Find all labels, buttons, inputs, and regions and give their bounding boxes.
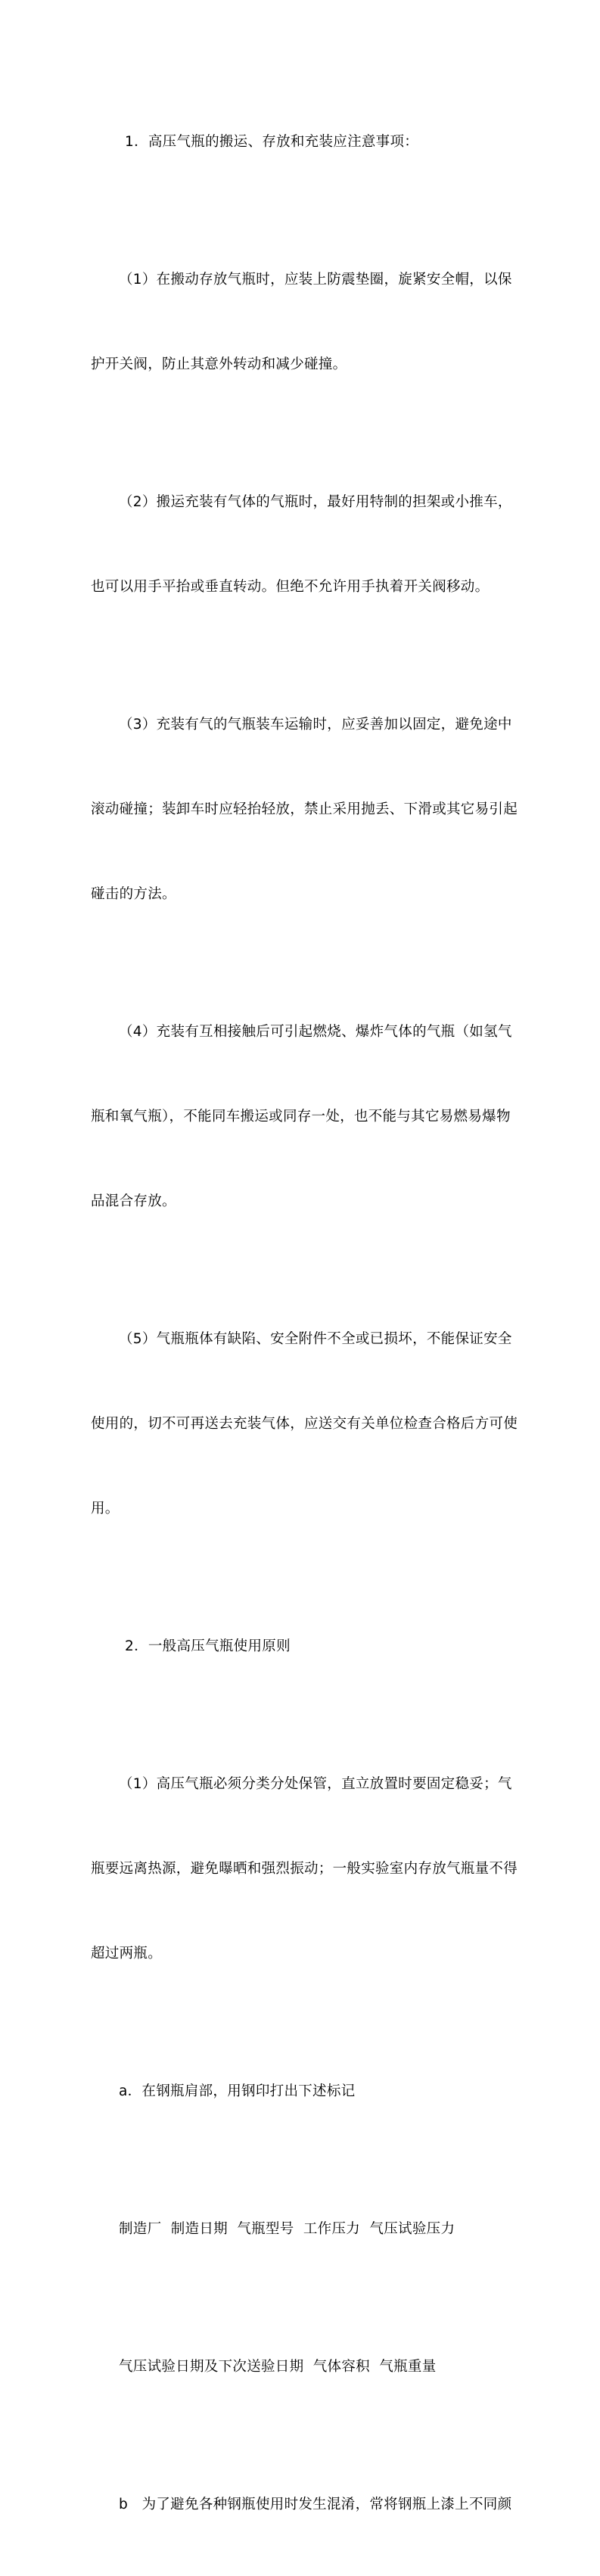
- text-line: （1）在搬动存放气瓶时，应装上防震垫圈，旋紧安全帽，以保: [119, 272, 512, 288]
- paragraph-6: [91, 1718, 518, 2020]
- text-line: 瓶和氧气瓶），不能同车搬运或同存一处，也不能与其它易燃易爆物: [91, 1109, 511, 1125]
- text-line: 碰击的方法。: [91, 886, 176, 902]
- text-line: （1）高压气瓶必须分类分处保管，直立放置时要固定稳妥；气: [119, 1776, 512, 1792]
- paragraph-9: [91, 2301, 511, 2433]
- text-line: （5）气瓶瓶体有缺陷、安全附件不全或已损坏，不能保证安全: [119, 1331, 512, 1347]
- text-line: 用。: [91, 1501, 120, 1517]
- text-line: a．在钢瓶肩部，用钢印打出下述标记: [119, 2083, 356, 2099]
- text-line: 使用的，切不可再送去充装气体，应送交有关单位检查合格后方可使: [91, 1416, 518, 1432]
- section-heading-2: [91, 1580, 511, 1713]
- text-line: 制造厂 制造日期 气瓶型号 工作压力 气压试验压力: [119, 2221, 455, 2237]
- text-line: 气压试验日期及下次送验日期 气体容积 气瓶重量: [119, 2359, 437, 2375]
- text-line: 滚动碰撞；装卸车时应轻抬轻放，禁止采用抛丢、下滑或其它易引起: [91, 801, 518, 817]
- text-line: 2．一般高压气瓶使用原则: [125, 1638, 291, 1654]
- text-line: （2）搬运充装有气体的气瓶时，最好用特制的担架或小推车，: [119, 494, 512, 510]
- text-line: 也可以用手平抬或垂直转动。但绝不允许用手执着开关阀移动。: [91, 579, 490, 595]
- document-body: [91, 76, 518, 2576]
- paragraph-7: [91, 2025, 511, 2158]
- text-line: （4）充装有互相接触后可引起燃烧、爆炸气体的气瓶（如氢气: [119, 1024, 512, 1040]
- text-line: 1．高压气瓶的搬运、存放和充装应注意事项：: [125, 134, 419, 150]
- section-heading-1: [91, 76, 511, 208]
- text-line: 超过两瓶。: [91, 1946, 163, 1962]
- text-line: （3）充装有气的气瓶装车运输时，应妥善加以固定，避免途中: [119, 717, 512, 733]
- paragraph-10: [91, 2438, 511, 2571]
- text-line: 护开关阀，防止其意外转动和减少碰撞。: [91, 356, 347, 372]
- paragraph-5: [91, 1273, 518, 1575]
- paragraph-8: [91, 2163, 511, 2295]
- paragraph-3: [91, 658, 518, 960]
- text-line: 瓶要远离热源，避免曝晒和强烈振动；一般实验室内存放气瓶量不得: [91, 1861, 518, 1877]
- paragraph-4: [91, 966, 511, 1268]
- text-line: 品混合存放。: [91, 1193, 176, 1209]
- text-line: b 为了避免各种钢瓶使用时发生混淆，常将钢瓶上漆上不同颜: [119, 2497, 512, 2512]
- paragraph-1: [91, 213, 511, 431]
- paragraph-2: [91, 436, 511, 653]
